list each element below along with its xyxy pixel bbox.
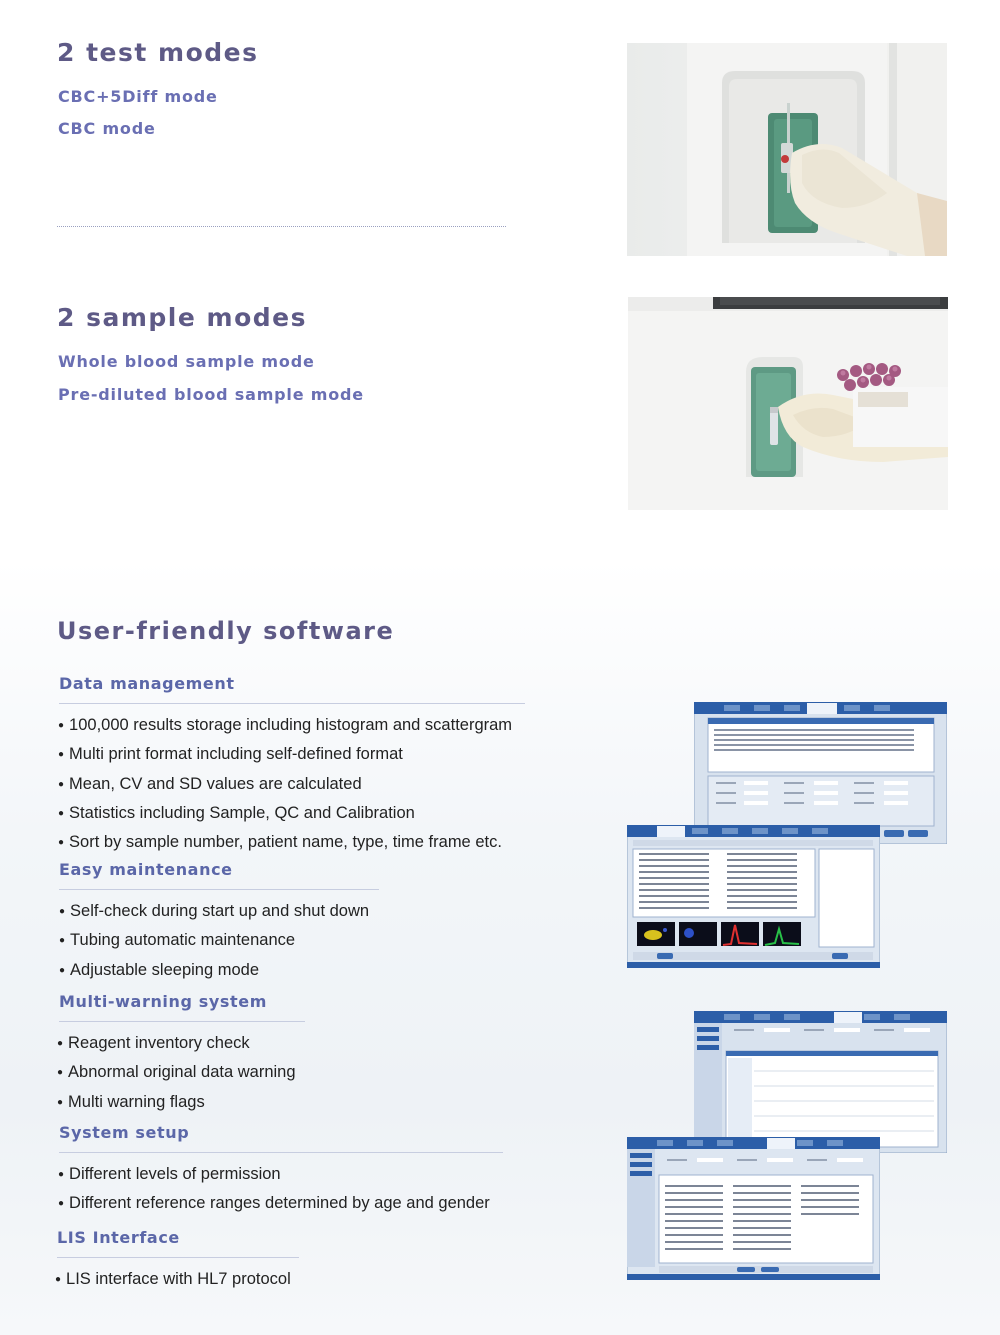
dotted-divider [57, 226, 506, 227]
list-item: ● Multi print format including self-defined format [58, 741, 512, 770]
list-item: ● Sort by sample number, patient name, type, time frame etc. [58, 829, 512, 858]
easy-maintenance-list [59, 898, 369, 986]
list-item: ● Mean, CV and SD values are calculated [58, 771, 512, 800]
section-rule [59, 889, 379, 890]
list-item: ● Adjustable sleeping mode [59, 957, 369, 986]
section-rule [57, 1257, 299, 1258]
section-title-multi-warning: Multi-warning system [59, 992, 267, 1011]
software-screenshot-qc [694, 1011, 947, 1153]
list-item: ● Multi warning flags [57, 1089, 296, 1118]
section-title-lis-interface: LIS Interface [57, 1228, 180, 1247]
system-setup-list [58, 1161, 490, 1220]
sample-mode-item: Pre-diluted blood sample mode [58, 385, 364, 404]
lis-interface-list [55, 1266, 291, 1295]
sample-modes-heading: 2 sample modes [57, 303, 307, 332]
software-screenshot-list [694, 702, 947, 844]
analyzer-photo-cbc [627, 43, 947, 256]
list-item: ● Reagent inventory check [57, 1030, 296, 1059]
list-item: ● Statistics including Sample, QC and Calibration [58, 800, 512, 829]
list-item: ● 100,000 results storage including histogram and scattergram [58, 712, 512, 741]
list-item: ● Abnormal original data warning [57, 1059, 296, 1088]
section-title-data-management: Data management [59, 674, 235, 693]
list-item: ● Different reference ranges determined by age and gender [58, 1190, 490, 1219]
list-item: ● Self-check during start up and shut down [59, 898, 369, 927]
software-screenshot-setup [627, 1137, 880, 1280]
sample-mode-item: Whole blood sample mode [58, 352, 315, 371]
section-title-easy-maintenance: Easy maintenance [59, 860, 233, 879]
data-management-list [58, 712, 512, 858]
software-screenshot-results [627, 825, 880, 968]
test-mode-item: CBC+5Diff mode [58, 87, 218, 106]
section-rule [59, 1152, 503, 1153]
test-mode-item: CBC mode [58, 119, 156, 138]
list-item: ● Tubing automatic maintenance [59, 927, 369, 956]
section-rule [59, 1021, 305, 1022]
list-item: ● Different levels of permission [58, 1161, 490, 1190]
list-item: ● LIS interface with HL7 protocol [55, 1266, 291, 1295]
analyzer-photo-sample [628, 297, 948, 510]
software-heading: User-friendly software [57, 617, 395, 645]
test-modes-heading: 2 test modes [57, 38, 259, 67]
multi-warning-list [57, 1030, 296, 1118]
section-title-system-setup: System setup [59, 1123, 190, 1142]
section-rule [59, 703, 525, 704]
